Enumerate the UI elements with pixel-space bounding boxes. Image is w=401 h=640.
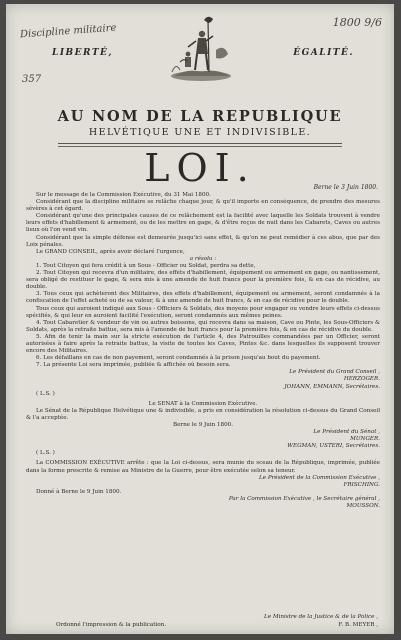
gc-president-role: Le Président du Grand Conseil , xyxy=(289,369,380,376)
article-3-addendum: Tous ceux qui auroient indiqué aux Sous - Officiers & Soldats, des moyens pour engager ou vendre leurs effets ci-dessus spécifiés, & qui leur en auroient facilité l'exécution, seront condamnés aux mêmes peines. xyxy=(26,305,380,319)
preamble-grand-conseil: Le GRAND CONSEIL, après avoir déclaré l'urgence, xyxy=(36,248,185,255)
article-6: 6. Les défaillans en cas de non payement, seront condamnés à la prison jusqu'au bout du payement. xyxy=(36,355,321,362)
senate-text: Le Sénat de la République Helvétique une & indivisible, a pris en considération la résolution ci-dessus du Grand Conseil & l'a acceptée. xyxy=(26,407,380,421)
senate-place-date: Berne le 9 Juin 1800. xyxy=(172,422,234,428)
article-1: 1. Tout Citoyen qui fera crédit à un Sous - Officier ou Soldat, perdra sa dette, xyxy=(36,262,256,269)
document-sheet xyxy=(6,4,394,634)
gc-president-name: HERZOGER. xyxy=(343,376,380,383)
article-4: 4. Tout Cabaretier & vendeur de vin ou autres boissons, qui recevra dans sa maison, Cave ou Pinte, les Sous-Officiers & Soldats, après la retraite battue, sera mis à l'amende de huit francs pour la première fois, & en cas de récidive du double. xyxy=(26,319,380,333)
document-date: Berne le 3 Juin 1800. xyxy=(313,184,378,191)
commission-countersign: Par la Commission Exécutive , le Secrétaire général , xyxy=(228,495,380,502)
article-3: 3. Tous ceux qui achèteront des Militaires, des effets d'habillement, équipement ou armement, seront condamnés à la confiscation de l'effet acheté ou de sa valeur, & à une amende de huit francs, & en cas de récidive pour le double. xyxy=(26,291,380,305)
handwritten-note-top-right: 1800 9/6 xyxy=(332,16,382,29)
commission-president-role: Le Président de la Commission Exécutive , xyxy=(259,474,380,481)
resolution-line: a résolu : xyxy=(189,255,217,262)
commission-secretary: MOUSSON. xyxy=(346,503,380,510)
minister-role: Le Ministre de la Justice & de la Police , xyxy=(264,614,378,620)
senate-president-name: MUNGER. xyxy=(350,436,380,443)
senate-heading: Le SENAT à la Commission Exécutive. xyxy=(148,400,258,407)
title-rule xyxy=(58,143,342,144)
minister-name: F. B. MEYER , xyxy=(338,622,378,628)
seal-ls-1: ( L.S. ) xyxy=(36,390,55,397)
gc-secretaries: JOHANN, EMMANN, Secrétaires. xyxy=(284,383,380,390)
order-printing: Ordonné l'impression & la publication. xyxy=(56,622,167,628)
article-7: 7. La présente Loi sera imprimée, publiée & affichée où besoin sera. xyxy=(36,362,231,369)
commission-text: La COMMISSION EXÉCUTIVE arrête : que la Loi ci-dessus, sera munie du sceau de la République, imprimée, publiée dans la forme prescrite & remise au Ministre de la Guerre, pour être exécutée selon sa teneur. xyxy=(26,460,380,474)
seal-ls-2: ( L.S. ) xyxy=(36,450,55,457)
preamble-message: Sur le message de la Commission Exécutive, du 31 Mai 1800. xyxy=(36,192,211,198)
handwritten-note-top-left: Discipline militaire xyxy=(19,22,117,41)
preamble-considerant-2: Considérant qu'une des principales causes de ce relâchement est la facilité avec laquelle les Soldats trouvent à vendre leurs effets d'habillement & armement, ou de les mettre en gage, & d'être reçus de nuit dans les Cabarets, Caves ou autres lieux où l'on vend vin. xyxy=(26,213,380,234)
heading-loi: LOI. xyxy=(144,146,256,190)
title-helvetique: HELVÉTIQUE UNE ET INDIVISIBLE. xyxy=(88,127,312,138)
commission-president-name: FRISCHING. xyxy=(343,481,380,488)
article-5: 5. Afin de tenir la main sur la stricte exécution de l'article 4, des Patrouilles commandées par un Officier, seront autorisées à faire après la retraite battue, la visite de toutes les Caves, Pintes &c. dans lesquelles ils supposent trouver encore des Militaires. xyxy=(26,333,380,355)
title-republic: AU NOM DE LA REPUBLIQUE xyxy=(57,108,343,125)
senate-president-role: Le Président du Sénat , xyxy=(313,429,380,436)
handwritten-note-margin: 357 xyxy=(22,74,42,85)
preamble-considerant-3: Considérant que la simple défense est demeurée jusqu'ici sans effet, & qu'on ne peut remédier à ces abus, que par des Loix pénales. xyxy=(26,234,380,248)
commission-place-date: Donné à Berne le 9 Juin 1800. xyxy=(36,488,122,495)
senate-secretaries: WEGMAN, USTERI, Secrétaires. xyxy=(287,443,380,450)
motto-egalite: ÉGALITÉ. xyxy=(293,48,354,58)
document-body xyxy=(26,192,380,510)
article-2: 2. Tout Citoyen qui recevra d'un militaire, des effets d'habillement, équipement ou armement en gage, ou nantissement, sera obligé de restituer le gage, & sera mis à une amende de huit francs pour la première fois, & en cas de récidive, au double. xyxy=(26,270,380,291)
motto-liberte: LIBERTÉ, xyxy=(52,48,114,58)
preamble-considerant-1: Considérant que la discipline militaire se relâche chaque jour, & qu'il importe en conséquence, de prendre des mesures sévères à cet égard. xyxy=(26,199,380,213)
william-tell-vignette xyxy=(168,14,234,82)
